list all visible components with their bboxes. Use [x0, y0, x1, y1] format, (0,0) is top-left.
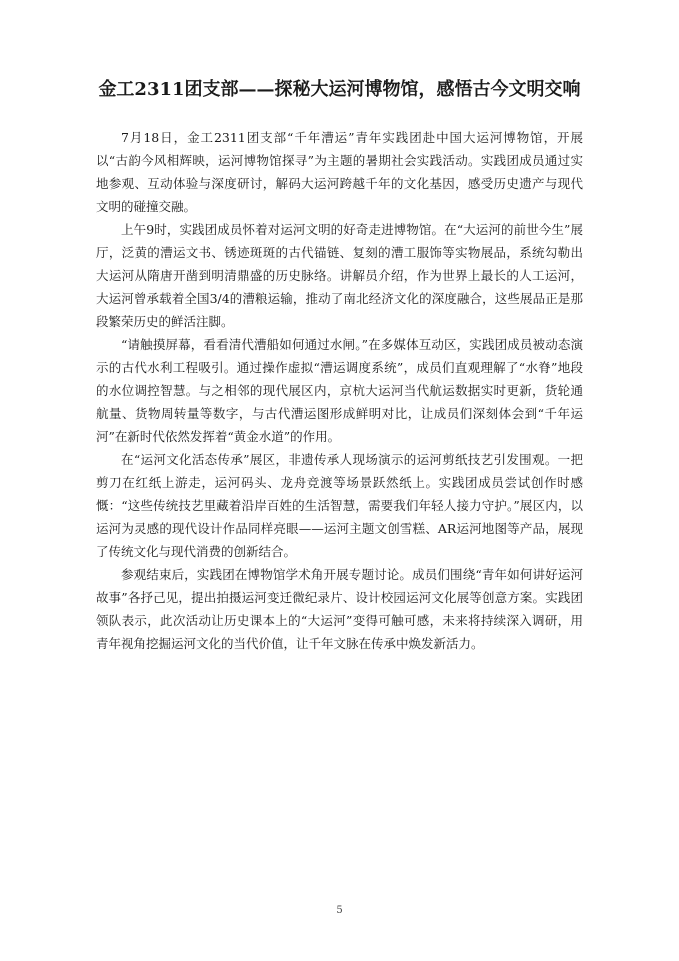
article-body	[96, 126, 583, 655]
paragraph-3: “请触摸屏幕，看看清代漕船如何通过水闸。”在多媒体互动区，实践团成员被动态演示的古代水利工程吸引。通过操作虚拟“漕运调度系统”，成员们直观理解了“水脊”地段的水位调控智慧。与之相邻的现代展区内，京杭大运河当代航运数据实时更新，货轮通航量、货物周转量等数字，与古代漕运图形成鲜明对比，让成员们深刻体会到“千年运河”在新时代依然发挥着“黄金水道”的作用。	[96, 337, 583, 444]
page-title: 金工2311团支部——探秘大运河博物馆，感悟古今文明交响	[98, 79, 581, 100]
paragraph-2: 上午9时，实践团成员怀着对运河文明的好奇走进博物馆。在“大运河的前世今生”展厅，泛黄的漕运文书、锈迹斑斑的古代锚链、复刻的漕工服饰等实物展品，系统勾勒出大运河从隋唐开凿到明清鼎盛的历史脉络。讲解员介绍，作为世界上最长的人工运河，大运河曾承载着全国3/4的漕粮运输，推动了南北经济文化的深度融合，这些展品正是那段繁荣历史的鲜活注脚。	[96, 222, 583, 329]
paragraph-4: 在“运河文化活态传承”展区，非遗传承人现场演示的运河剪纸技艺引发围观。一把剪刀在红纸上游走，运河码头、龙舟竞渡等场景跃然纸上。实践团成员尝试创作时感慨：“这些传统技艺里藏着沿岸百姓的生活智慧，需要我们年轻人接力守护。”展区内，以运河为灵感的现代设计作品同样亮眼——运河主题文创雪糕、AR运河地图等产品，展现了传统文化与现代消费的创新结合。	[96, 452, 583, 559]
paragraph-1: 7月18日，金工2311团支部“千年漕运”青年实践团赴中国大运河博物馆，开展以“古韵今风相辉映，运河博物馆探寻”为主题的暑期社会实践活动。实践团成员通过实地参观、互动体验与深度研讨，解码大运河跨越千年的文化基因，感受历史遗产与现代文明的碰撞交融。	[96, 130, 583, 214]
paragraph-5: 参观结束后，实践团在博物馆学术角开展专题讨论。成员们围绕“青年如何讲好运河故事”各抒己见，提出拍摄运河变迁微纪录片、设计校园运河文化展等创意方案。实践团领队表示，此次活动让历史课本上的“大运河”变得可触可感，未来将持续深入调研，用青年视角挖掘运河文化的当代价值，让千年文脉在传承中焕发新活力。	[96, 567, 583, 651]
page-number: 5	[336, 905, 343, 916]
